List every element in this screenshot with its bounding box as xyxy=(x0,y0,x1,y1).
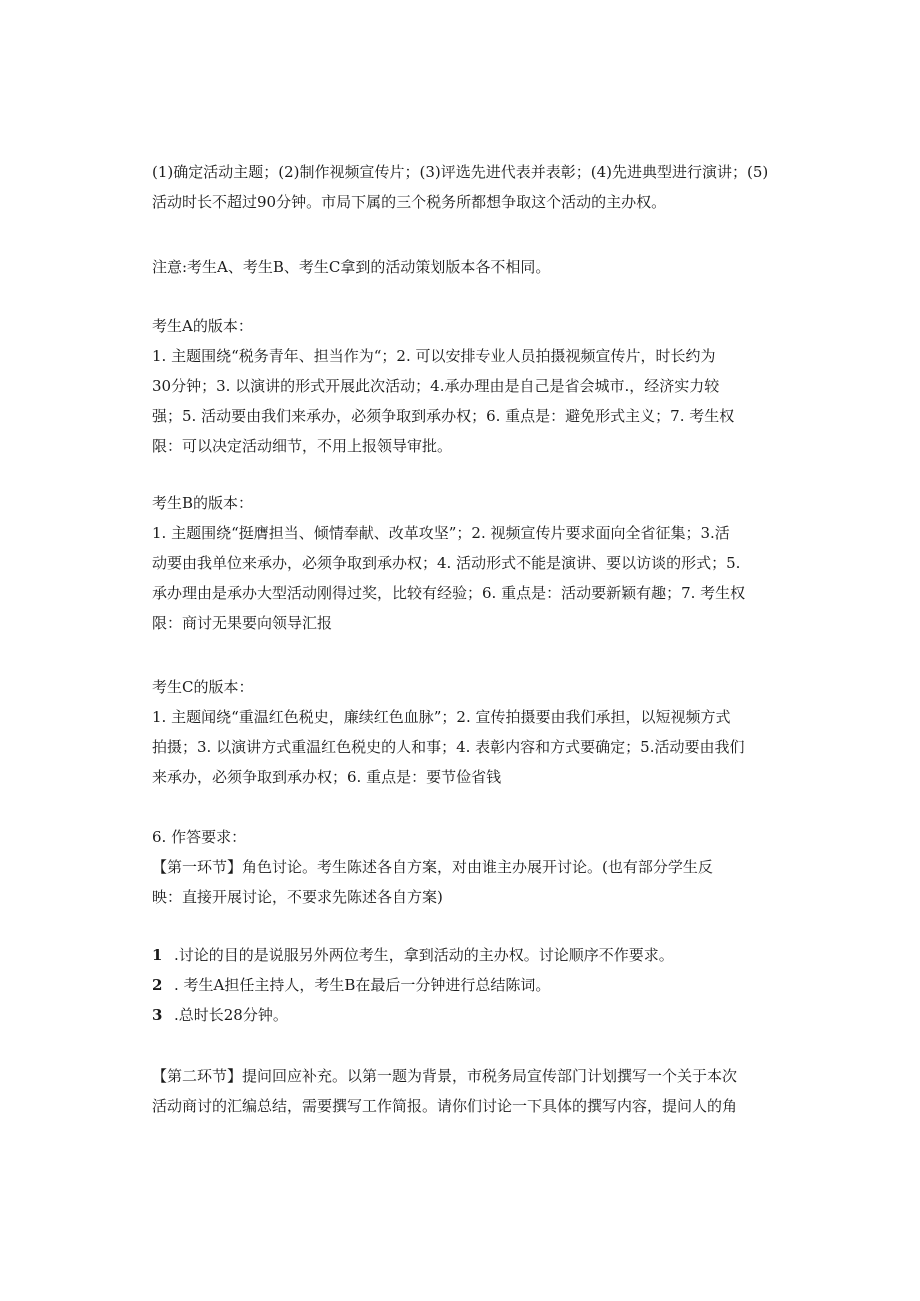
section2-block xyxy=(152,1061,772,1121)
list-item-text: . 考生A担任主持人，考生B在最后一分钟进行总结陈词。 xyxy=(174,976,551,994)
list-item xyxy=(152,970,772,1000)
section2-line: 【第二环节】提问回应补充。以第一题为背景，市税务局宣传部门计划撰写一个关于本次 xyxy=(152,1067,738,1085)
list-item xyxy=(152,1000,772,1030)
version-a-line: 强；5. 活动要由我们来承办，必须争取到承办权；6. 重点是：避免形式主义；7. 考生权 xyxy=(152,407,735,425)
version-a-line: 限：可以决定活动细节，不用上报领导审批。 xyxy=(152,437,453,455)
section1-line: 映：直接开展讨论，不要求先陈述各自方案) xyxy=(152,888,443,906)
version-c-line: 1. 主题闻绕“重温红色税史，廉续红色血脉”；2. 宣传拍摄要由我们承担，以短视频方式 xyxy=(152,708,731,726)
intro-block xyxy=(152,157,772,217)
version-a-block xyxy=(152,311,772,461)
version-c-heading: 考生C的版本： xyxy=(152,678,254,696)
list-item xyxy=(152,940,772,970)
version-a-line: 30分钟；3. 以演讲的形式开展此次活动；4.承办理由是自己是省会城市.，经济实力较 xyxy=(152,377,720,395)
version-b-line: 1. 主题围绕“挺膺担当、倾情奉献、改革攻坚”；2. 视频宣传片要求面向全省征集；3.活 xyxy=(152,524,730,542)
version-b-block xyxy=(152,488,772,638)
list-item-number: 3 xyxy=(152,1006,163,1024)
note-line: 注意:考生A、考生B、考生C拿到的活动策划版本各不相同。 xyxy=(152,258,551,276)
section2-line: 活动商讨的汇编总结，需要撰写工作简报。请你们讨论一下具体的撰写内容，提问人的角 xyxy=(152,1097,738,1115)
version-c-block xyxy=(152,672,772,792)
requirements-block xyxy=(152,822,772,912)
intro-line: (1)确定活动主题；(2)制作视频宣传片；(3)评选先进代表并表彰；(4)先进典型进行演讲；(5) xyxy=(152,163,769,181)
version-b-line: 承办理由是承办大型活动刚得过奖，比较有经验；6. 重点是：活动要新颖有趣；7. 考生权 xyxy=(152,584,746,602)
list-item-text: .讨论的目的是说服另外两位考生，拿到活动的主办权。讨论顺序不作要求。 xyxy=(174,946,674,964)
version-c-line: 拍摄；3. 以演讲方式重温红色税史的人和事；4. 表彰内容和方式要确定；5.活动要由我们 xyxy=(152,738,745,756)
list-item-text: .总时长28分钟。 xyxy=(174,1006,288,1024)
version-b-heading: 考生B的版本： xyxy=(152,494,254,512)
version-b-line: 限：商讨无果要向领导汇报 xyxy=(152,614,333,632)
intro-line: 活动时长不超过90分钟。市局下属的三个税务所都想争取这个活动的主办权。 xyxy=(152,193,667,211)
version-a-heading: 考生A的版本： xyxy=(152,317,253,335)
list-item-number: 1 xyxy=(152,946,163,964)
version-b-line: 动要由我单位来承办，必须争取到承办权；4. 活动形式不能是演讲、要以访谈的形式；5. xyxy=(152,554,741,572)
version-a-line: 1. 主题围绕“税务青年、担当作为“；2. 可以安排专业人员拍摄视频宣传片，时长约为 xyxy=(152,347,716,365)
section1-line: 【第一环节】角色讨论。考生陈述各自方案，对由谁主办展开讨论。(也有部分学生反 xyxy=(152,858,713,876)
requirements-heading: 6. 作答要求： xyxy=(152,828,247,846)
list-item-number: 2 xyxy=(152,976,163,994)
version-c-line: 来承办，必须争取到承办权；6. 重点是：要节俭省钱 xyxy=(152,768,502,786)
requirements-list xyxy=(152,940,772,1030)
